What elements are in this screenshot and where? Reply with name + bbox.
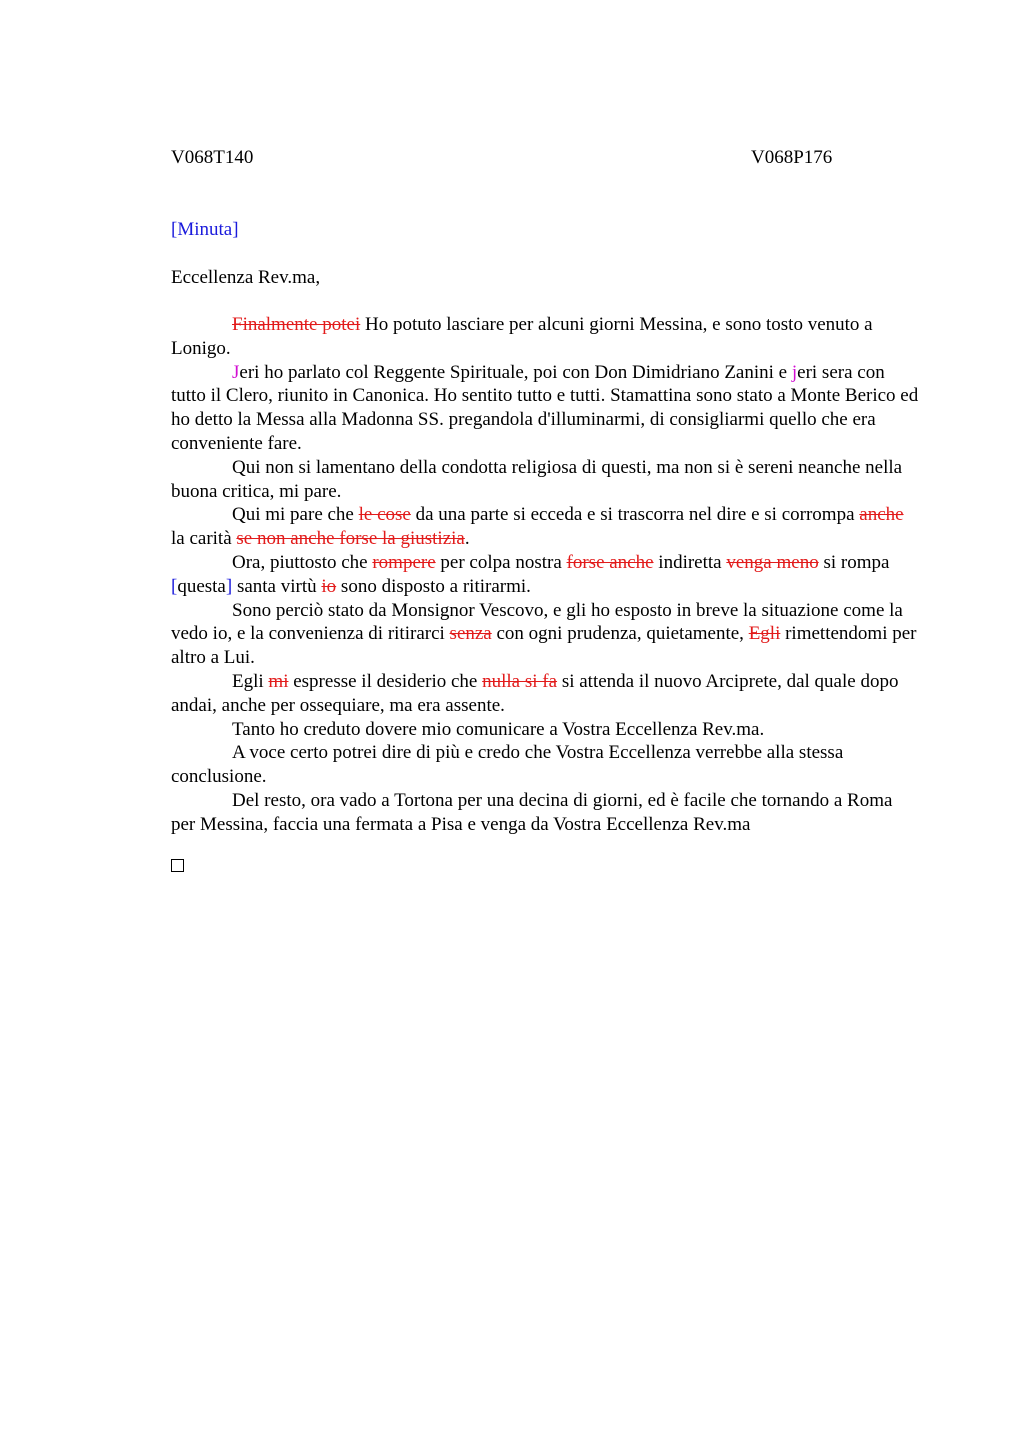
paragraph-text: Tanto ho creduto dovere mio comunicare a Vostra Eccellenza Rev.ma. <box>232 718 765 740</box>
inserted-text: questa <box>177 575 226 597</box>
paragraph-text: Ora, piuttosto che <box>232 551 373 573</box>
editorial-bracket-open: [ <box>171 575 178 597</box>
paragraph-10 <box>171 789 921 837</box>
paragraph-3 <box>171 456 921 504</box>
deleted-text: rompere <box>372 551 436 573</box>
paragraph-text: eri ho parlato col Reggente Spirituale, poi con Don Dimidriano Zanini e <box>239 361 792 383</box>
draft-note: [Minuta] <box>171 219 239 240</box>
letter-body <box>171 313 921 837</box>
editorial-bracket-close: ] <box>225 575 233 597</box>
deleted-text: mi <box>268 670 289 692</box>
paragraph-text: santa virtù <box>232 575 322 597</box>
paragraph-text: Ho potuto lasciare per alcuni giorni Messina, e sono tosto venuto a Lonigo. <box>171 314 873 359</box>
corrected-initial: J <box>232 361 240 383</box>
paragraph-text: per colpa nostra <box>435 551 567 573</box>
paragraph-text: la carità <box>171 528 237 550</box>
paragraph-text: espresse il desiderio che <box>288 670 483 692</box>
paragraph-text: Qui mi pare che <box>232 504 359 526</box>
document-ids <box>171 145 921 171</box>
paragraph-text: Del resto, ora vado a Tortona per una decina di giorni, ed è facile che tornando a Roma per Messina, faccia una fermata a Pisa e venga da Vostra Eccellenza Rev.ma <box>171 789 893 835</box>
deleted-text: anche <box>859 504 904 526</box>
paragraph-1 <box>171 313 921 361</box>
deleted-text: Egli <box>748 623 781 645</box>
paragraph-7 <box>171 670 921 718</box>
deleted-text: Finalmente potei <box>232 314 361 335</box>
paragraph-text: si attenda il nuovo Arciprete, dal quale dopo andai, anche per ossequiare, ma era assente. <box>171 670 899 716</box>
paragraph-2 <box>171 361 921 456</box>
deleted-text: io <box>321 575 337 597</box>
document-id-left: V068T140 <box>171 147 254 168</box>
paragraph-text: Sono perciò stato da Monsignor Vescovo, e gli ho esposto in breve la situazione come la vedo io, e la convenienza di ritirarci <box>171 599 903 645</box>
paragraph-text: rimettendomi per altro a Lui. <box>171 623 917 669</box>
corrected-initial: j <box>791 361 798 383</box>
paragraph-text: sono disposto a ritirarmi. <box>336 575 531 597</box>
deleted-text: le cose <box>358 504 411 526</box>
paragraph-text: A voce certo potrei dire di più e credo che Vostra Eccellenza verrebbe alla stessa conclusione. <box>171 742 844 788</box>
deleted-text: senza <box>449 623 492 645</box>
paragraph-text: Egli <box>232 670 269 692</box>
paragraph-text: eri sera con tutto il Clero, riunito in Canonica. Ho sentito tutto e tutti. Stamattina sono stato a Monte Berico ed ho detto la Messa alla Madonna SS. pregandola d'illuminarmi, di consigliarmi quello che era conveniente fare. <box>171 361 919 454</box>
paragraph-text: con ogni prudenza, quietamente, <box>491 623 749 645</box>
paragraph-text: . <box>464 528 470 550</box>
paragraph-text: Qui non si lamentano della condotta religiosa di questi, ma non si è sereni neanche nella buona critica, mi pare. <box>171 456 903 502</box>
deleted-text: forse anche <box>566 551 654 573</box>
end-square-icon <box>171 859 184 872</box>
deleted-text: se non anche forse la giustizia <box>236 528 465 550</box>
paragraph-6 <box>171 599 921 670</box>
paragraph-8 <box>171 718 921 742</box>
paragraph-text: da una parte si ecceda e si trascorra nel dire e si corrompa <box>410 504 860 526</box>
paragraph-5 <box>171 551 921 599</box>
paragraph-text: indiretta <box>653 551 727 573</box>
paragraph-9 <box>171 741 921 789</box>
paragraph-4 <box>171 503 921 551</box>
deleted-text: venga meno <box>726 551 819 573</box>
deleted-text: nulla si fa <box>482 670 558 692</box>
paragraph-text: si rompa <box>818 551 890 573</box>
document-page <box>171 145 921 872</box>
salutation: Eccellenza Rev.ma, <box>171 267 321 288</box>
document-id-right: V068P176 <box>751 147 833 168</box>
